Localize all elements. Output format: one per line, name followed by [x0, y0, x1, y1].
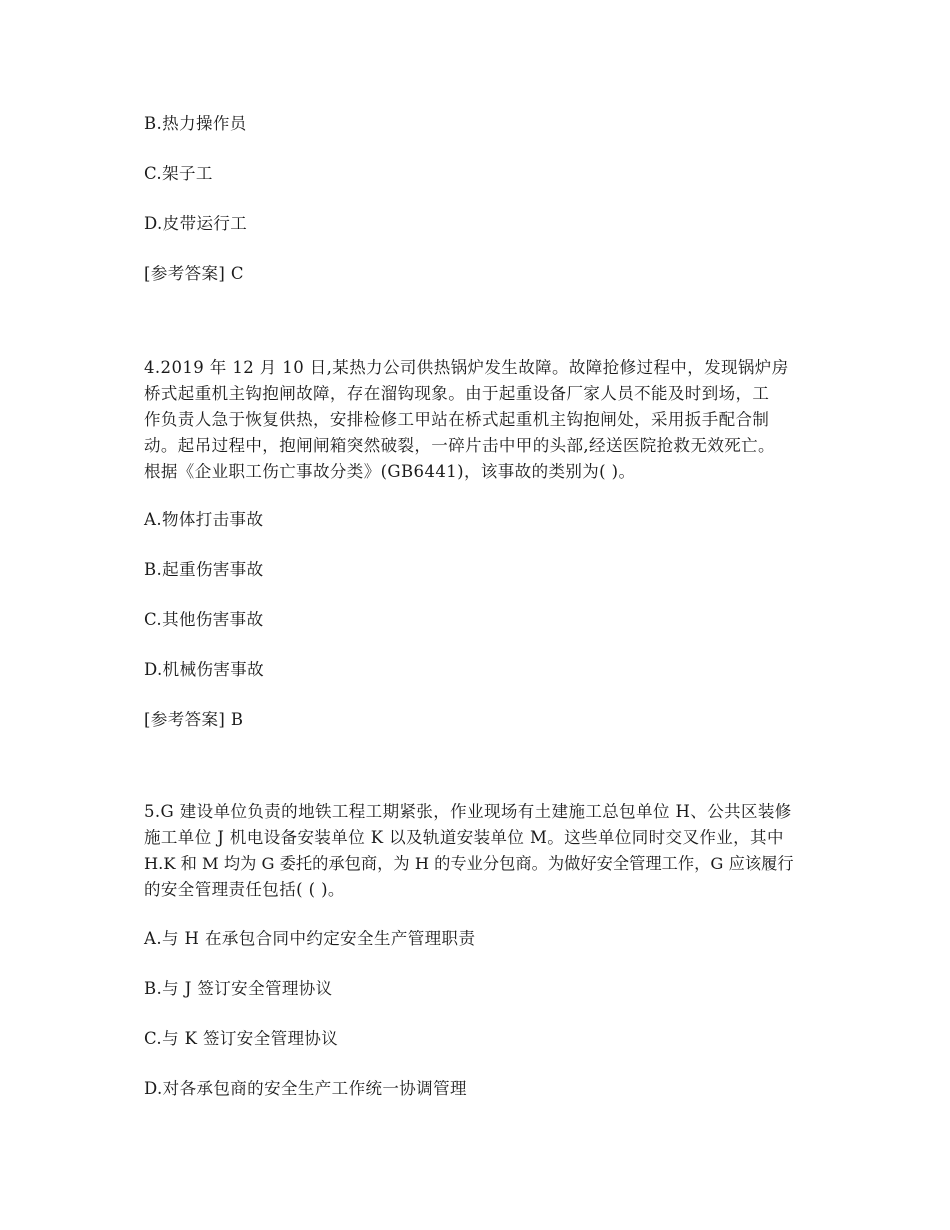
- q5-stem: [144, 799, 814, 903]
- q5-stem-line: 的安全管理责任包括( ( )。: [144, 880, 345, 899]
- q4-stem-line: 动。起吊过程中，抱闸闸箱突然破裂，一碎片击中甲的头部,经送医院抢救无效死亡。: [144, 436, 775, 455]
- q4-option-b: B.起重伤害事故: [144, 560, 264, 579]
- q4-option-c: C.其他伤害事故: [144, 610, 264, 629]
- q4-answer: [参考答案] B: [144, 710, 244, 729]
- q4-option-d: D.机械伤害事故: [144, 660, 265, 679]
- q4-stem: [144, 355, 814, 485]
- q4-stem-line: 根据《企业职工伤亡事故分类》(GB6441)，该事故的类别为( )。: [144, 462, 636, 481]
- q3-answer: [参考答案] C: [144, 264, 244, 283]
- q5-stem-line: 施工单位 J 机电设备安装单位 K 以及轨道安装单位 M。这些单位同时交叉作业，其中: [144, 828, 784, 847]
- q3-option-c: C.架子工: [144, 164, 213, 183]
- q3-option-d: D.皮带运行工: [144, 214, 248, 233]
- q3-option-b: B.热力操作员: [144, 114, 247, 133]
- q4-stem-line: 4.2019 年 12 月 10 日,某热力公司供热锅炉发生故障。故障抢修过程中，发现锅炉房: [144, 358, 789, 377]
- q4-stem-line: 作负责人急于恢复供热，安排检修工甲站在桥式起重机主钩抱闸处，采用扳手配合制: [144, 410, 770, 429]
- q5-option-a: A.与 H 在承包合同中约定安全生产管理职责: [144, 929, 476, 948]
- q4-stem-line: 桥式起重机主钩抱闸故障，存在溜钩现象。由于起重设备厂家人员不能及时到场，工: [144, 384, 770, 403]
- q4-option-a: A.物体打击事故: [144, 510, 264, 529]
- q5-option-d: D.对各承包商的安全生产工作统一协调管理: [144, 1079, 467, 1098]
- q5-option-b: B.与 J 签订安全管理协议: [144, 979, 333, 998]
- q5-stem-line: H.K 和 M 均为 G 委托的承包商，为 H 的专业分包商。为做好安全管理工作，G 应该履行: [144, 854, 794, 873]
- q5-stem-line: 5.G 建设单位负责的地铁工程工期紧张，作业现场有土建施工总包单位 H、公共区装修: [144, 802, 792, 821]
- q5-option-c: C.与 K 签订安全管理协议: [144, 1029, 339, 1048]
